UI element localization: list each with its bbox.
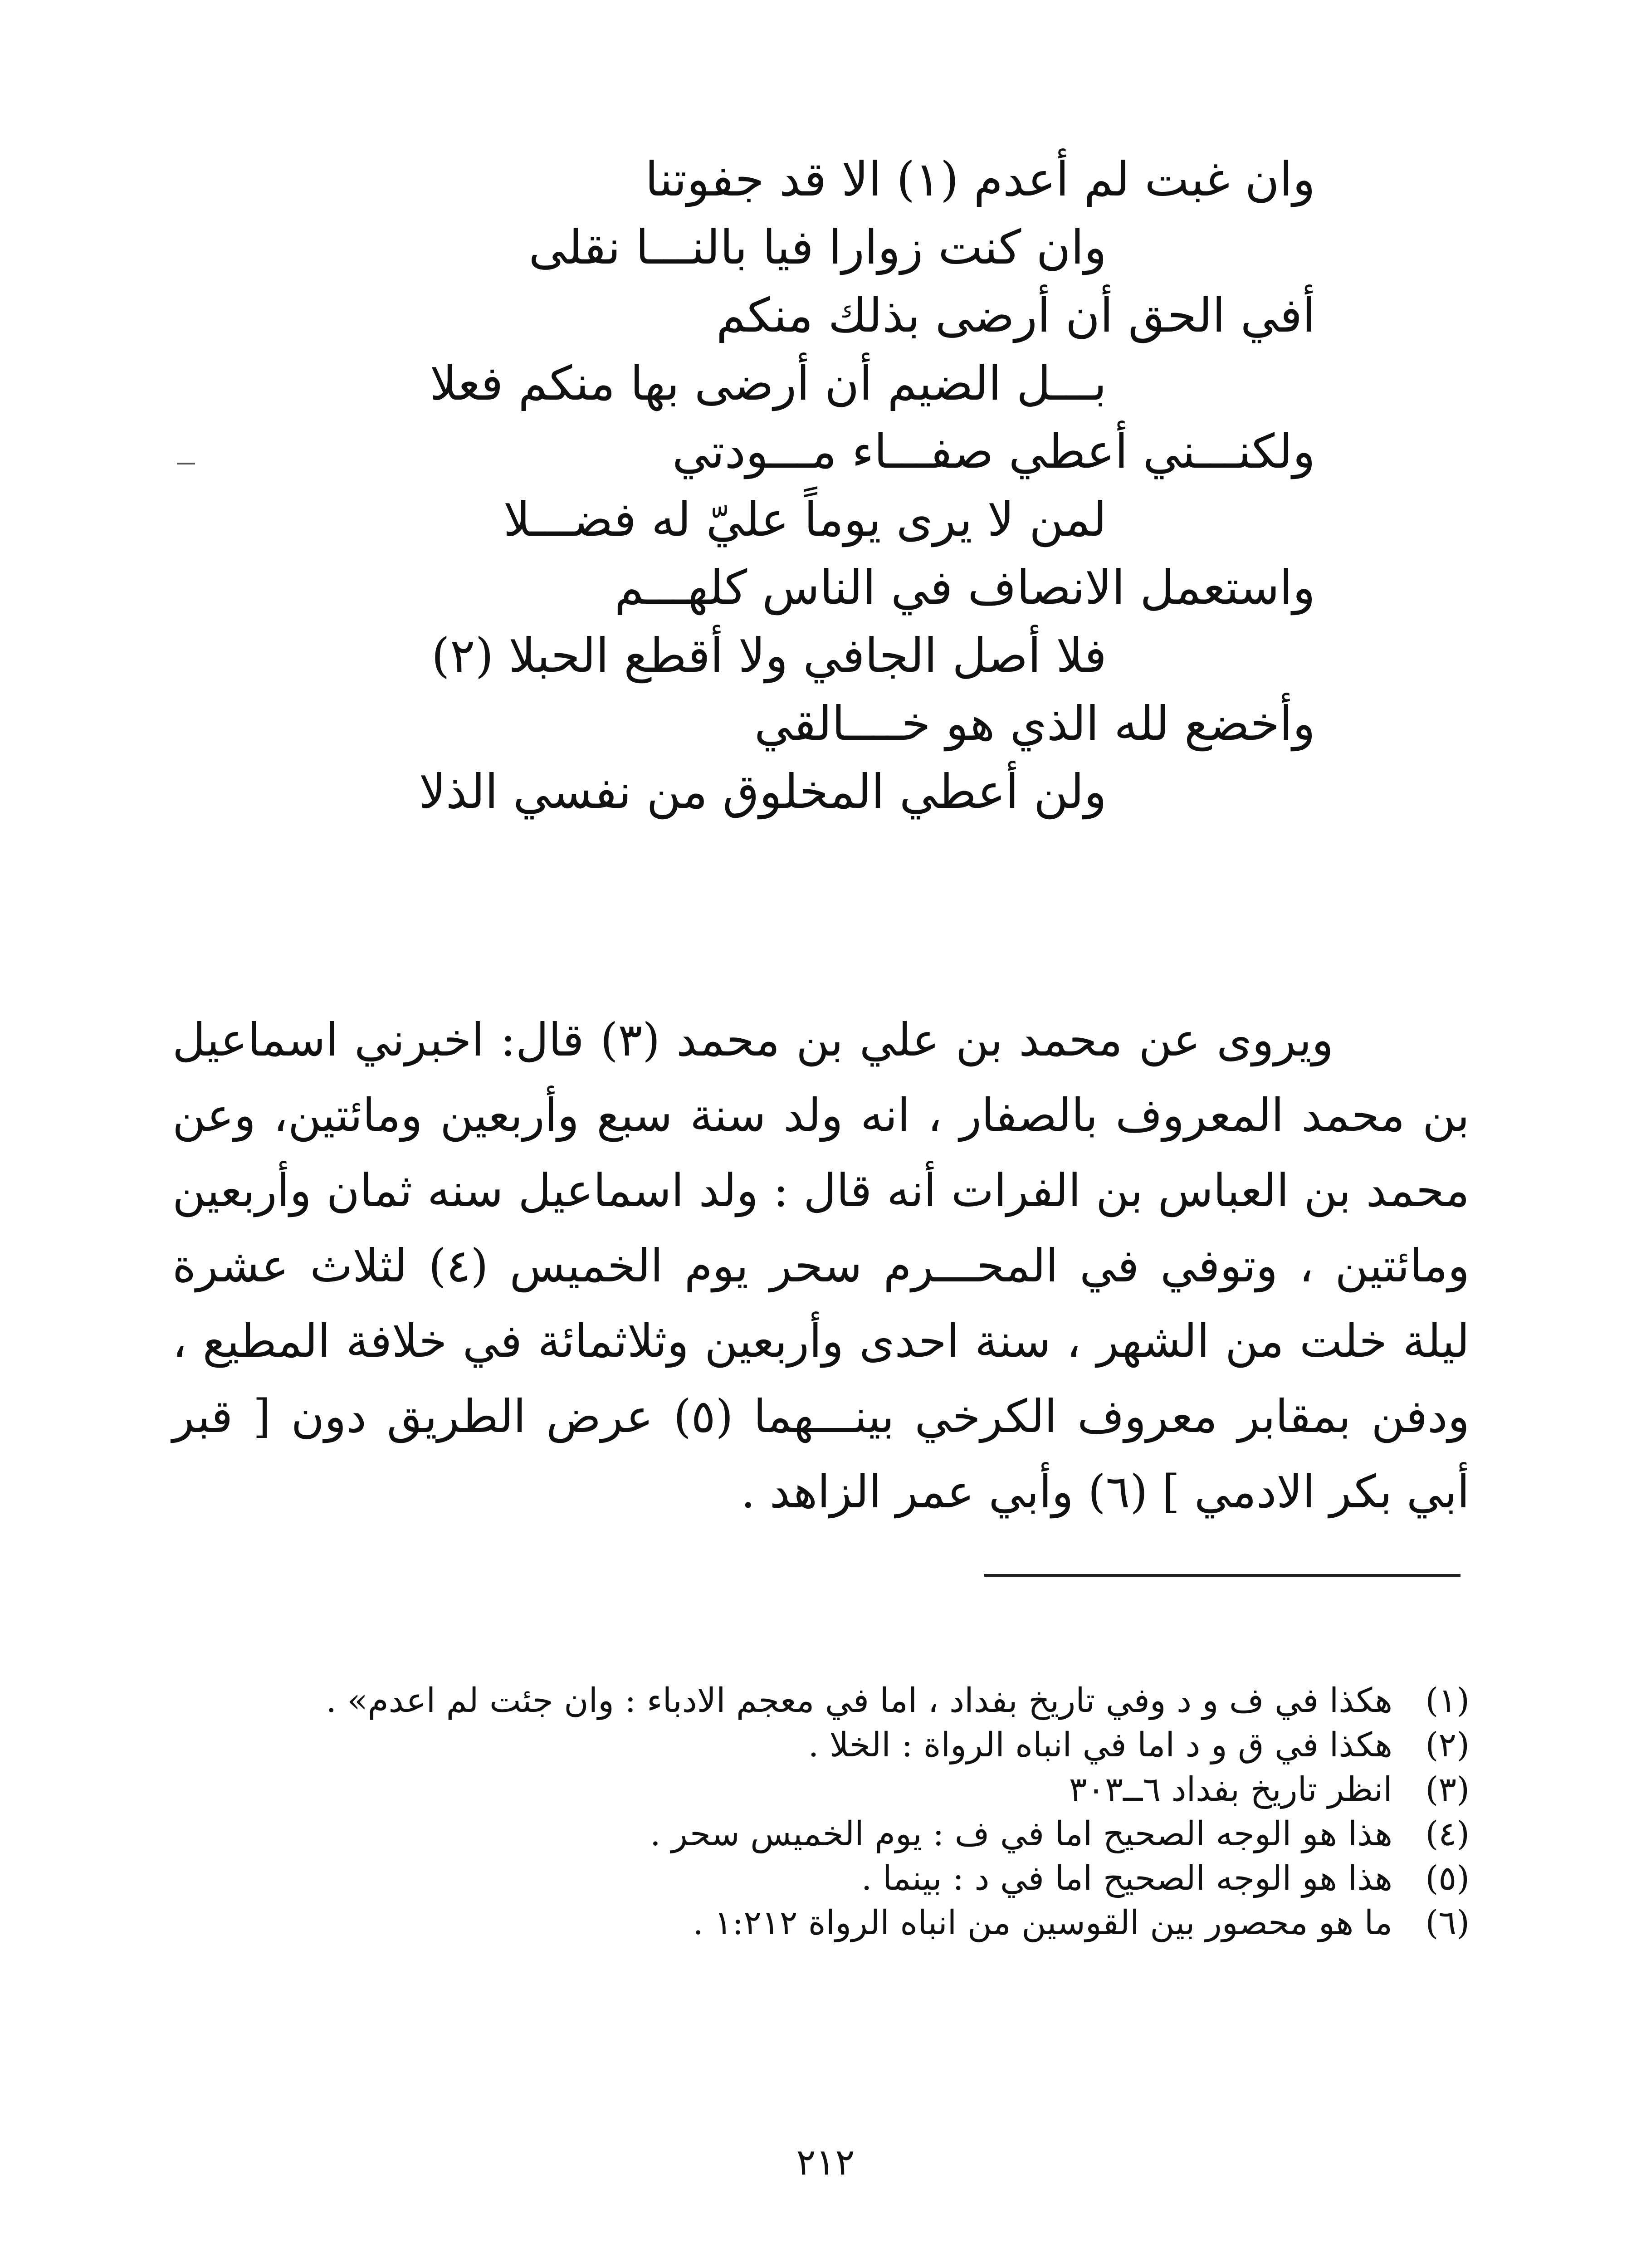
footnote-number: (٦) (1425, 1903, 1470, 1942)
prose-paragraph (172, 1002, 1470, 1530)
verse-3-first-hemistich: ولكنـــني أعطي صفـــاء مـــودتي (672, 424, 1315, 479)
footnote (172, 1678, 1470, 1723)
verse-5-second-hemistich: ولن أعطي المخلوق من نفسي الذلا (419, 764, 1107, 819)
poem-block (254, 145, 1379, 826)
scan-mark (177, 463, 195, 464)
footnote-separator (984, 1574, 1460, 1577)
footnote (172, 1812, 1470, 1856)
footnote-number: (٤) (1425, 1814, 1470, 1853)
verse-5-first-hemistich: وأخضع لله الذي هو خــــالقي (754, 696, 1315, 751)
verse-4-second-hemistich: فلا أصل الجافي ولا أقطع الحبلا (٢) (431, 628, 1107, 683)
verse-1-first-hemistich: وان غبت لم أعدم (١) الا قد جفوتنا (645, 152, 1315, 207)
prose-text: ويروى عن محمد بن علي بن محمد (٣) قال: اخبرني اسماعيل بن محمد المعروف بالصفار ، انه ولد سنة سبع وأربعين ومائتين، وعن محمد بن العباس بن الفرات أنه قال : ولد اسماعيل سنه ثمان وأربعين ومائتين ، وتوفي في المحـــرم سحر يوم الخميس (٤) لثلاث عشرة ليلة خلت من الشهر ، سنة احدى وأربعين وثلاثمائة في خلافة المطيع ، ودفن بمقابر معروف الكرخي بينـــهما (٥) عرض الطريق دون [ قبر أبي بكر الادمي ] (٦) وأبي عمر الزاهد . (172, 1013, 1470, 1518)
footnote-text: ما هو محصور بين القوسين من انباه الرواة ١:٢١٢ . (693, 1903, 1392, 1942)
footnotes (172, 1678, 1470, 1945)
verse-3-second-hemistich: لمن لا يرى يوماً عليّ له فضـــلا (503, 492, 1107, 547)
footnote-text: انظر تاريخ بفداد ٦ــ٣٠٣ (1069, 1770, 1392, 1809)
footnote-text: هكذا في ق و د اما في انباه الرواة : الخلا . (808, 1725, 1392, 1765)
footnote (172, 1901, 1470, 1945)
footnote-number: (٥) (1425, 1859, 1470, 1898)
verse-4-first-hemistich: واستعمل الانصاف في الناس كلهـــم (614, 560, 1315, 615)
footnote (172, 1723, 1470, 1767)
verse-1-second-hemistich: وان كنت زوارا فيا بالنـــا نقلى (528, 220, 1107, 275)
footnote (172, 1856, 1470, 1901)
footnote-number: (٢) (1425, 1725, 1470, 1765)
footnote-text: هكذا في ف و د وفي تاريخ بفداد ، اما في معجم الادباء : وان جئت لم اعدم» . (326, 1681, 1392, 1720)
page-number: ٢١٢ (796, 2141, 855, 2183)
footnote-number: (٣) (1425, 1770, 1470, 1809)
verse-2-second-hemistich: بـــل الضيم أن أرضى بها منكم فعلا (430, 356, 1107, 411)
footnote-text: هذا هو الوجه الصحيح اما في د : بينما . (861, 1859, 1392, 1898)
verse-2-first-hemistich: أفي الحق أن أرضى بذلك منكم (716, 288, 1315, 343)
footnote (172, 1767, 1470, 1812)
footnote-text: هذا هو الوجه الصحيح اما في ف : يوم الخميس سحر . (650, 1814, 1392, 1853)
footnote-number: (١) (1425, 1681, 1470, 1720)
